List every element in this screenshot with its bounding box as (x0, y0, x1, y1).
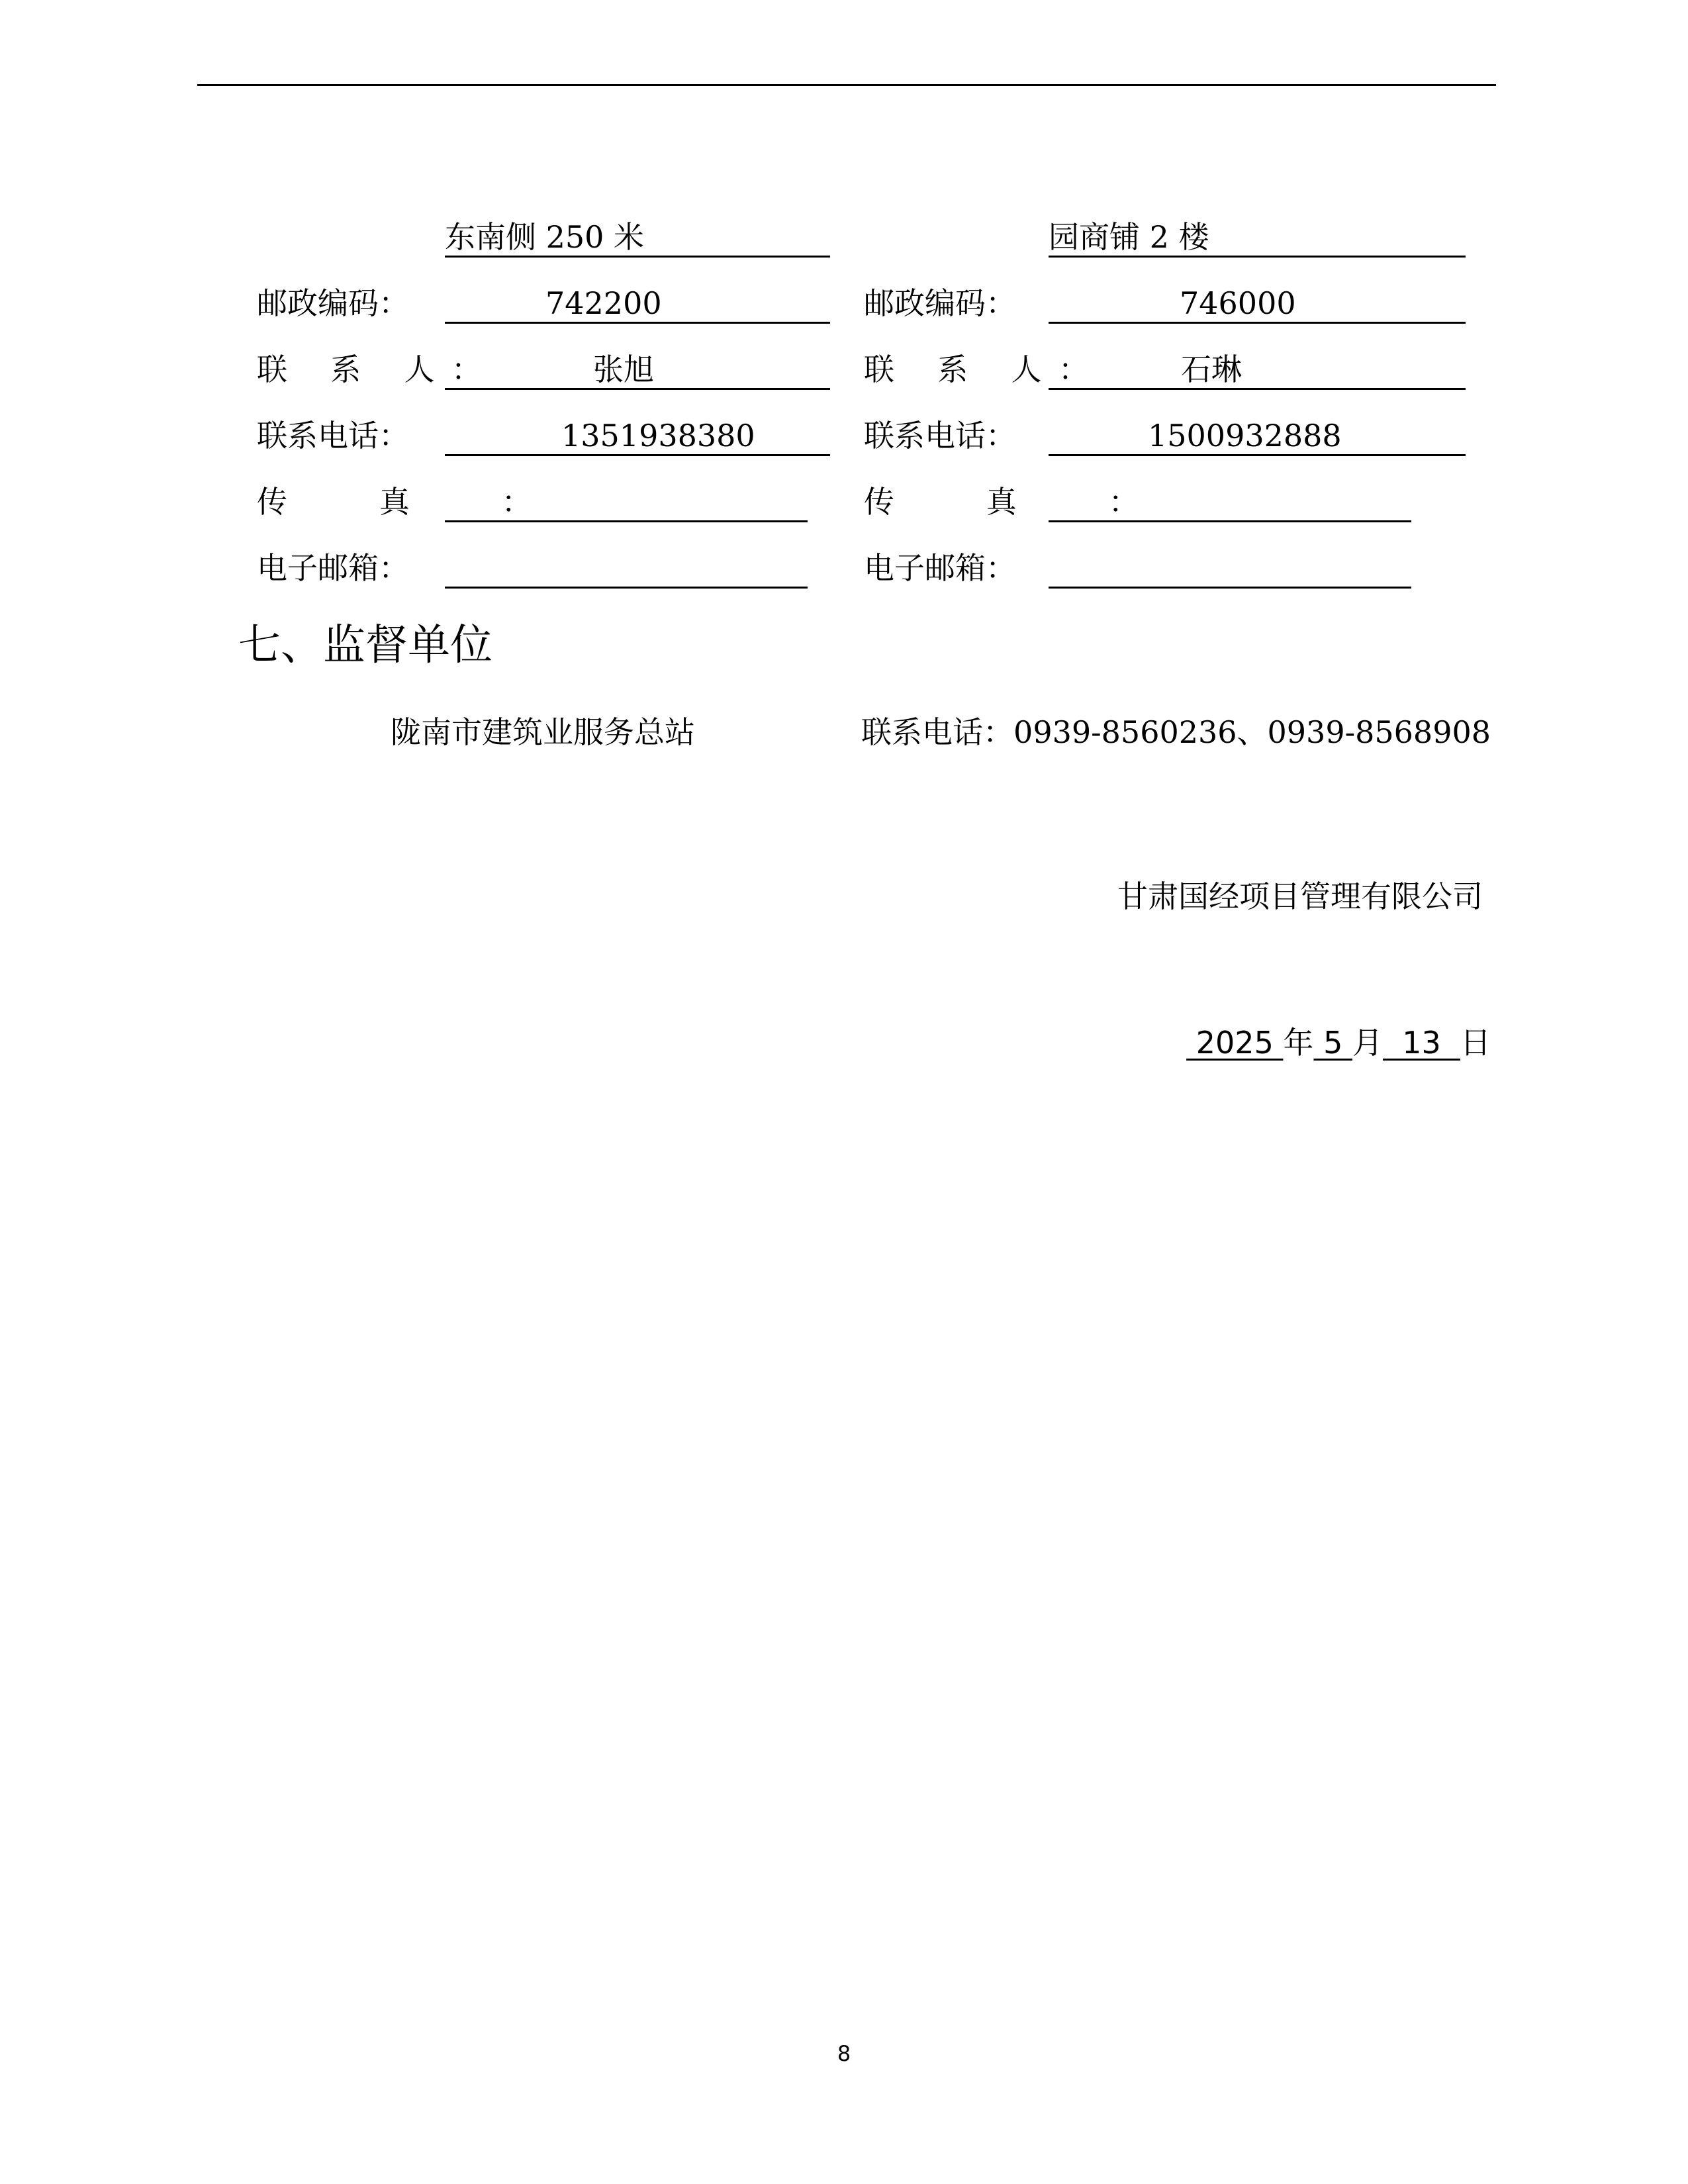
right-email-field (1049, 549, 1411, 589)
company-signature: 甘肃国经项目管理有限公司 (1117, 878, 1483, 914)
left-fax-field (445, 483, 808, 522)
right-contact-value: 石琳 (1181, 352, 1242, 387)
right-address-value: 园商铺 2 楼 (1049, 219, 1209, 255)
left-contact-field (445, 351, 830, 390)
right-contact-label: 联 系 人： (864, 352, 1106, 387)
date-day: 13 (1382, 1025, 1460, 1061)
left-email-label: 电子邮箱： (257, 550, 409, 586)
right-email-label: 电子邮箱： (864, 550, 1016, 586)
date-year: 2025 (1186, 1025, 1284, 1061)
section-title-supervision: 七、监督单位 (238, 621, 492, 670)
page-number: 8 (837, 2041, 851, 2066)
date-day-char: 日 (1460, 1025, 1491, 1061)
left-contact-value: 张旭 (593, 352, 654, 387)
right-contact-field (1049, 351, 1466, 390)
date-month: 5 (1313, 1025, 1352, 1061)
left-postcode-field (445, 285, 830, 324)
right-postcode-field (1049, 285, 1466, 324)
right-phone-value: 1500932888 (1148, 418, 1342, 453)
left-postcode-value: 742200 (545, 285, 662, 321)
left-fax-label: 传 真 ： (257, 484, 573, 520)
supervision-phone: 联系电话：0939-8560236、0939-8568908 (861, 714, 1491, 750)
right-phone-field (1049, 417, 1466, 456)
date-year-char: 年 (1283, 1025, 1314, 1061)
right-fax-label: 传 真 ： (864, 484, 1180, 520)
supervision-unit-name: 陇南市建筑业服务总站 (391, 714, 695, 750)
left-email-field (445, 549, 808, 589)
left-contact-label: 联 系 人： (257, 352, 499, 387)
left-phone-label: 联系电话： (257, 418, 409, 453)
date-month-char: 月 (1352, 1025, 1383, 1061)
signature-date (1186, 1023, 1491, 1063)
left-phone-field (445, 417, 830, 456)
left-phone-value: 1351938380 (561, 418, 755, 453)
left-address-value: 东南侧 250 米 (445, 219, 645, 255)
left-address-field (445, 218, 830, 258)
right-postcode-value: 746000 (1180, 285, 1296, 321)
left-postcode-label: 邮政编码： (257, 285, 409, 321)
right-phone-label: 联系电话： (864, 418, 1016, 453)
header-rule (197, 84, 1496, 86)
right-postcode-label: 邮政编码： (864, 285, 1016, 321)
right-address-field (1049, 218, 1466, 258)
right-fax-field (1049, 483, 1411, 522)
